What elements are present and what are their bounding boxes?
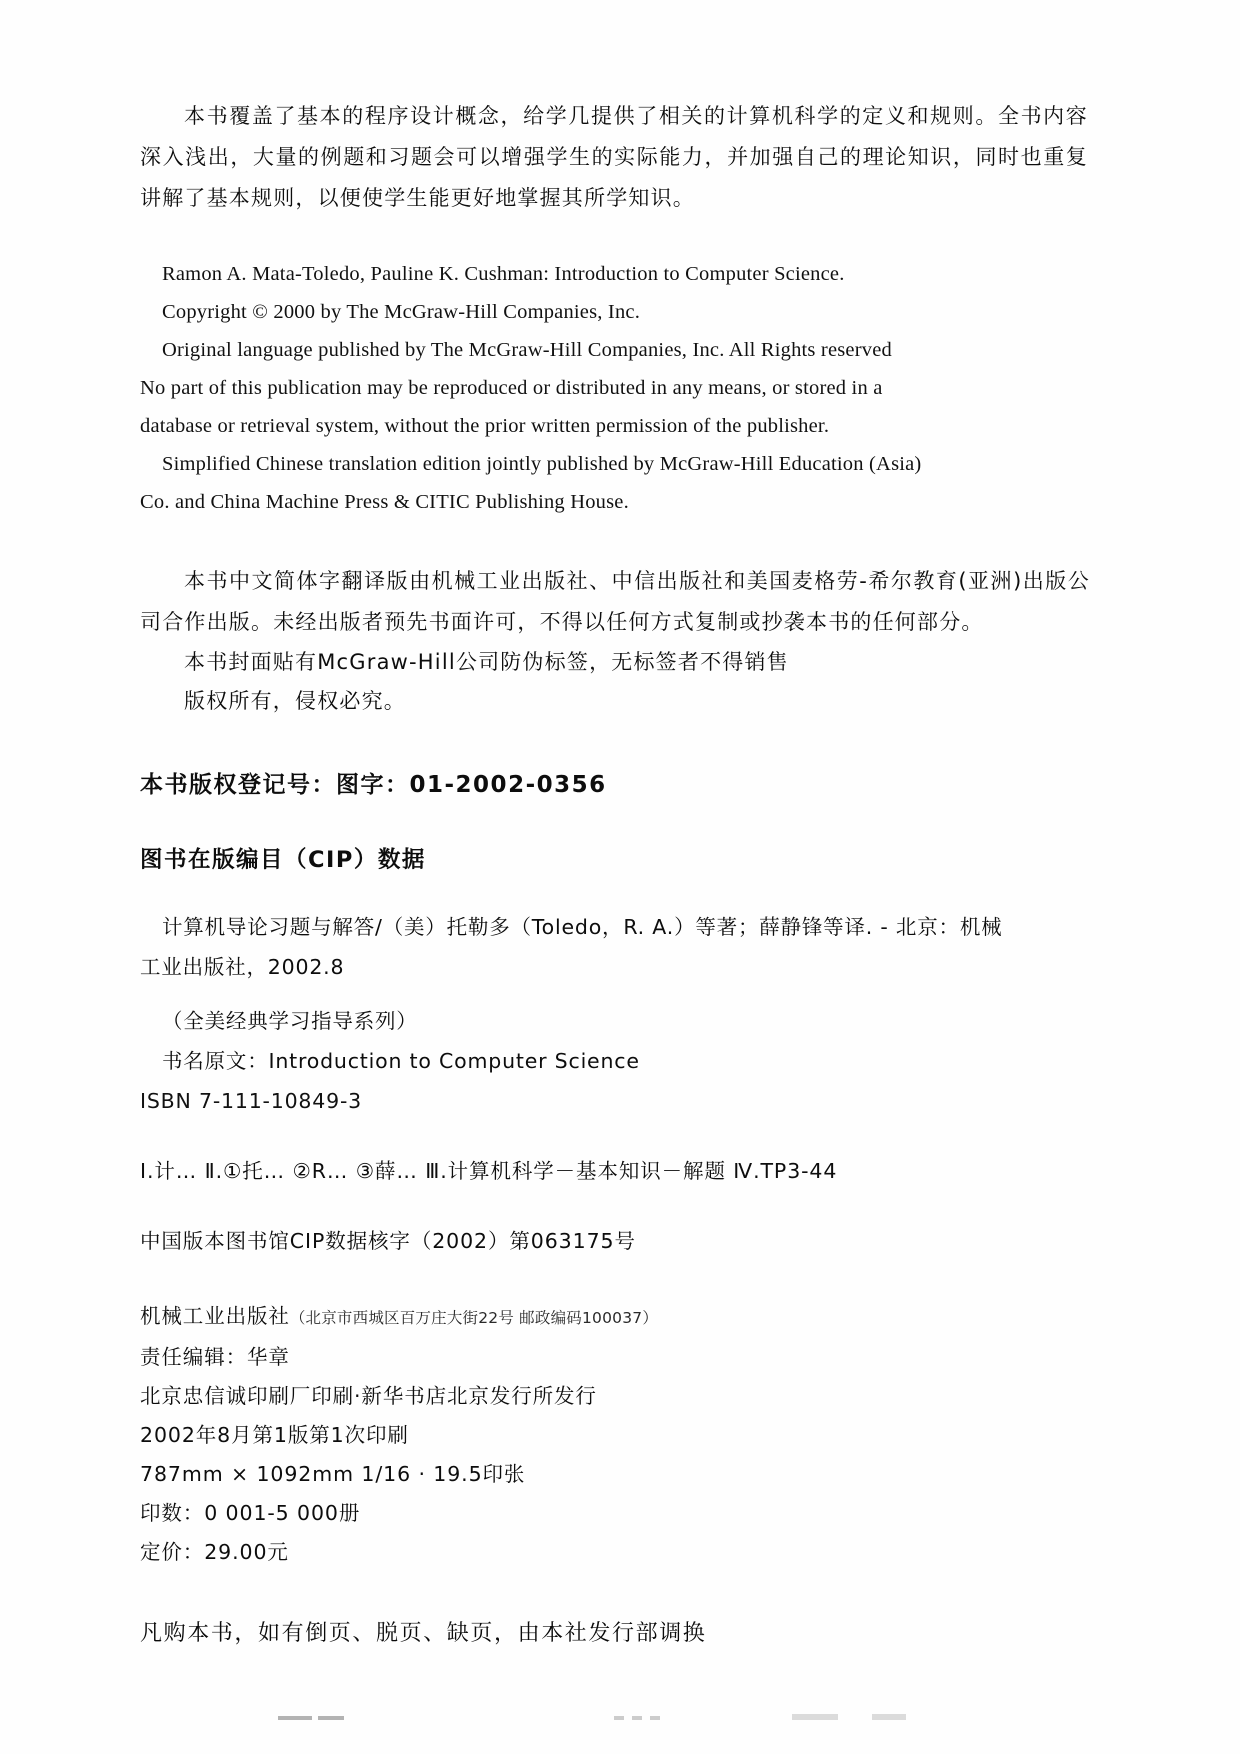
imprint-printer: 北京忠信诚印刷厂印刷·新华书店北京发行所发行 bbox=[140, 1384, 597, 1408]
return-policy-notice: 凡购本书，如有倒页、脱页、缺页，由本社发行部调换 bbox=[140, 1621, 707, 1646]
imprint-address: （北京市西城区百万庄大街22号 邮政编码100037） bbox=[289, 1309, 659, 1327]
imprint-publisher-row bbox=[140, 1297, 1100, 1338]
cip-classification: Ⅰ.计… Ⅱ.①托… ②R… ③薛… Ⅲ.计算机科学－基本知识－解题 Ⅳ.TP3-44 bbox=[140, 1159, 838, 1183]
rights-line-copyright: Copyright © 2000 by The McGraw-Hill Companies, Inc. bbox=[162, 301, 641, 323]
imprint-editor: 责任编辑：华章 bbox=[140, 1345, 290, 1369]
rights-line-nopart: No part of this publication may be reproduced or distributed in any means, or stored in a bbox=[140, 377, 883, 399]
rights-reserved-line: 版权所有，侵权必究。 bbox=[184, 689, 406, 713]
imprint-edition: 2002年8月第1版第1次印刷 bbox=[140, 1423, 409, 1447]
scan-mark bbox=[792, 1714, 838, 1720]
cip-entry-block bbox=[140, 907, 1090, 1121]
imprint-publisher: 机械工业出版社 bbox=[140, 1304, 290, 1328]
scan-artifacts bbox=[0, 1710, 1240, 1736]
cip-number: 中国版本图书馆CIP数据核字（2002）第063175号 bbox=[140, 1229, 636, 1253]
imprint-block bbox=[140, 1297, 1100, 1572]
anticounterfeit-label-line: 本书封面贴有McGraw-Hill公司防伪标签，无标签者不得销售 bbox=[184, 650, 789, 674]
cip-entry-line-2: 工业出版社，2002.8 bbox=[140, 955, 345, 979]
registration-heading: 本书版权登记号：图字：01-2002-0356 bbox=[140, 772, 607, 798]
page-content bbox=[140, 96, 1100, 1654]
cip-isbn: ISBN 7-111-10849-3 bbox=[140, 1089, 362, 1113]
cip-heading: 图书在版编目（CIP）数据 bbox=[140, 847, 426, 873]
english-rights-block bbox=[140, 255, 1070, 521]
imprint-format: 787mm × 1092mm 1/16 · 19.5印张 bbox=[140, 1462, 526, 1486]
chinese-rights-paragraph: 本书中文简体字翻译版由机械工业出版社、中信出版社和美国麦格劳-希尔教育(亚洲)出版公司合作出版。未经出版者预先书面许可，不得以任何方式复制或抄袭本书的任何部分。 bbox=[140, 569, 1090, 634]
summary-paragraph: 本书覆盖了基本的程序设计概念，给学几提供了相关的计算机科学的定义和规则。全书内容深入浅出，大量的例题和习题会可以增强学生的实际能力，并加强自己的理论知识，同时也重复讲解了基本规则，以便使学生能更好地掌握其所学知识。 bbox=[140, 104, 1088, 210]
cip-series: （全美经典学习指导系列） bbox=[162, 1009, 418, 1033]
rights-line-database: database or retrieval system, without the prior written permission of the publisher. bbox=[140, 415, 830, 437]
spacer bbox=[140, 987, 1090, 1001]
scan-mark bbox=[872, 1714, 906, 1720]
scan-mark bbox=[614, 1716, 624, 1720]
chinese-rights-block bbox=[140, 561, 1090, 721]
rights-line-copublisher: Co. and China Machine Press & CITIC Publishing House. bbox=[140, 491, 629, 513]
scan-mark bbox=[650, 1716, 660, 1720]
scan-mark bbox=[278, 1716, 312, 1720]
imprint-print-run: 印数：0 001-5 000册 bbox=[140, 1501, 361, 1525]
scan-mark bbox=[632, 1716, 642, 1720]
cip-entry-line-1: 计算机导论习题与解答/（美）托勒多（Toledo，R. A.）等著；薛静锋等译. - 北京：机械 bbox=[162, 915, 1003, 939]
rights-line-title: Ramon A. Mata-Toledo, Pauline K. Cushman: Introduction to Computer Science. bbox=[162, 263, 845, 285]
rights-line-simplified: Simplified Chinese translation edition jointly published by McGraw-Hill Education (Asia) bbox=[162, 453, 922, 475]
rights-line-original: Original language published by The McGraw-Hill Companies, Inc. All Rights reserved bbox=[162, 339, 892, 361]
imprint-price: 定价：29.00元 bbox=[140, 1540, 289, 1564]
cip-original-title: 书名原文：Introduction to Computer Science bbox=[162, 1049, 640, 1073]
scan-mark bbox=[318, 1716, 344, 1720]
